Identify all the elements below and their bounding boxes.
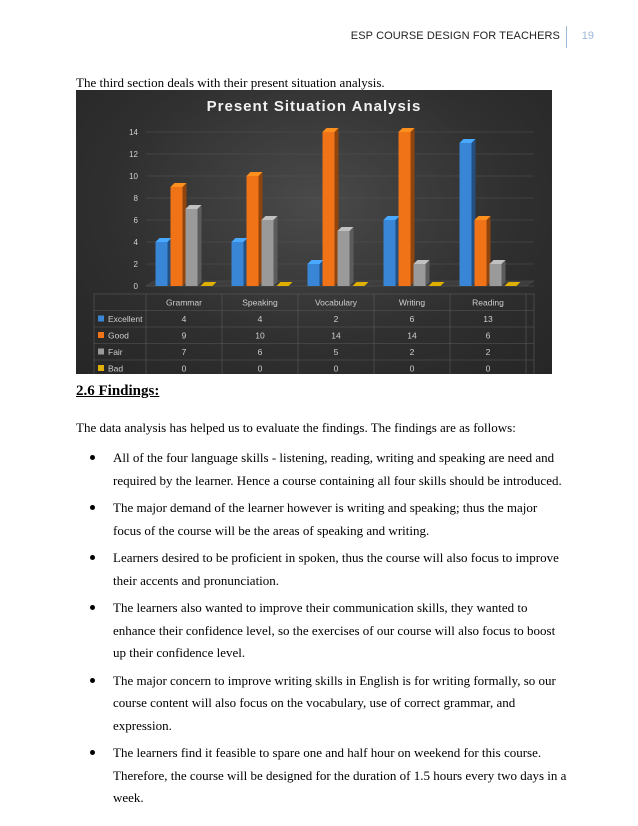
bar-face [414,264,426,286]
data-label: 7 [181,347,187,357]
finding-item [88,742,568,810]
findings-intro: The data analysis has helped us to evaluate the findings. The findings are as follows: [76,420,516,435]
bar-face [399,132,411,286]
finding-text: The learners find it feasible to spare one and half hour on weekend for this course. Therefore, the course will be designed for the duration of 1.5 hours every two days in a week. [113,745,567,805]
bullet-icon [90,555,95,560]
data-label: 2 [409,347,415,357]
finding-item [88,670,568,738]
bullet-icon [90,605,95,610]
header-divider [566,26,567,48]
y-tick-label: 8 [133,194,138,203]
bar-excellent-writing [384,216,400,286]
bar-good-speaking [247,172,263,286]
bar-fair-speaking [262,216,278,286]
y-tick-label: 14 [129,128,138,137]
bullet-icon [90,455,95,460]
data-label: 4 [181,314,187,324]
intro-text: The third section deals with their present situation analysis. [76,75,385,90]
legend-label: Good [108,330,129,341]
bar-fair-vocabulary [338,227,354,286]
y-tick-label: 0 [133,282,138,291]
legend-key-bad [98,365,104,371]
data-label: 6 [257,347,263,357]
bar-face [384,220,396,286]
finding-text: Learners desired to be proficient in spoken, thus the course will also focus to improve their accents and pronunciation. [113,550,559,588]
bar-side [426,260,430,286]
bar-excellent-reading [460,139,476,286]
bar-good-reading [475,216,491,286]
data-label: 0 [485,363,491,374]
y-tick-label: 2 [133,260,138,269]
finding-item [88,497,568,542]
legend-key-excellent [98,316,104,322]
bar-fair-writing [414,260,430,286]
bar-side [198,205,202,286]
bar-side [350,227,354,286]
bar-face [323,132,335,286]
bar-good-writing [399,128,415,286]
bar-side [411,128,415,286]
chart-title: Present Situation Analysis [206,98,422,115]
data-label: 14 [407,330,417,341]
data-label: 13 [483,314,493,324]
category-label: Reading [472,297,504,308]
legend-key-fair [98,349,104,355]
finding-item [88,597,568,665]
bar-side [274,216,278,286]
bar-good-vocabulary [323,128,339,286]
data-label: 0 [333,363,339,374]
bar-face [171,187,183,286]
y-tick-label: 6 [133,216,138,225]
bar-chart [76,90,552,374]
bullet-icon [90,678,95,683]
bar-face [308,264,320,286]
bar-side [502,260,506,286]
bar-face [247,176,259,286]
data-label: 10 [255,330,265,341]
page-header [0,26,638,50]
data-label: 5 [333,347,339,357]
data-label: 9 [181,330,187,341]
y-tick-label: 10 [129,172,138,181]
bar-fair-grammar [186,205,202,286]
data-label: 0 [181,363,187,374]
finding-text: All of the four language skills - listening, reading, writing and speaking are need and required by the learner. Hence a course containing all four skills should be introduced. [113,450,562,488]
bar-face [460,143,472,286]
legend-key-good [98,332,104,338]
bar-face [156,242,168,286]
data-label: 6 [485,330,491,341]
section-heading: 2.6 Findings: [76,383,160,399]
legend-label: Fair [108,347,123,357]
y-tick-label: 4 [133,238,138,247]
bar-face [232,242,244,286]
data-label: 2 [485,347,491,357]
finding-text: The learners also wanted to improve their communication skills, they wanted to enhance their confidence level, so the exercises of our course will also focus to boost up their confidence level. [113,600,556,660]
data-label: 4 [257,314,263,324]
chart-container [76,90,552,374]
bar-face [338,231,350,286]
category-label: Vocabulary [314,297,358,308]
data-label: 14 [331,330,341,341]
finding-text: The major demand of the learner however is writing and speaking; thus the major focus of the course will be the areas of speaking and writing. [113,500,538,538]
bar-face [475,220,487,286]
bullet-icon [90,505,95,510]
y-tick-label: 12 [129,150,138,159]
finding-item [88,447,568,492]
bar-face [490,264,502,286]
legend-label: Bad [108,363,124,374]
page-number: 19 [581,30,594,42]
bar-face [262,220,274,286]
bar-good-grammar [171,183,187,286]
finding-text: The major concern to improve writing skills in English is for writing formally, so our course content will also focus on the vocabulary, use of correct grammar, and expression. [113,672,556,733]
header-title: ESP COURSE DESIGN FOR TEACHERS [350,30,560,42]
bar-excellent-grammar [156,238,172,286]
data-label: 2 [333,314,339,324]
data-label: 0 [409,363,415,374]
category-label: Writing [398,297,426,308]
findings-list [88,447,568,815]
legend-label: Excellent [108,314,143,324]
bar-excellent-speaking [232,238,248,286]
finding-item [88,547,568,592]
bar-fair-reading [490,260,506,286]
category-label: Grammar [166,297,202,308]
category-label: Speaking [242,297,278,308]
bar-face [186,209,198,286]
bullet-icon [90,750,95,755]
data-label: 0 [257,363,263,374]
bar-excellent-vocabulary [308,260,324,286]
data-label: 6 [409,314,415,324]
